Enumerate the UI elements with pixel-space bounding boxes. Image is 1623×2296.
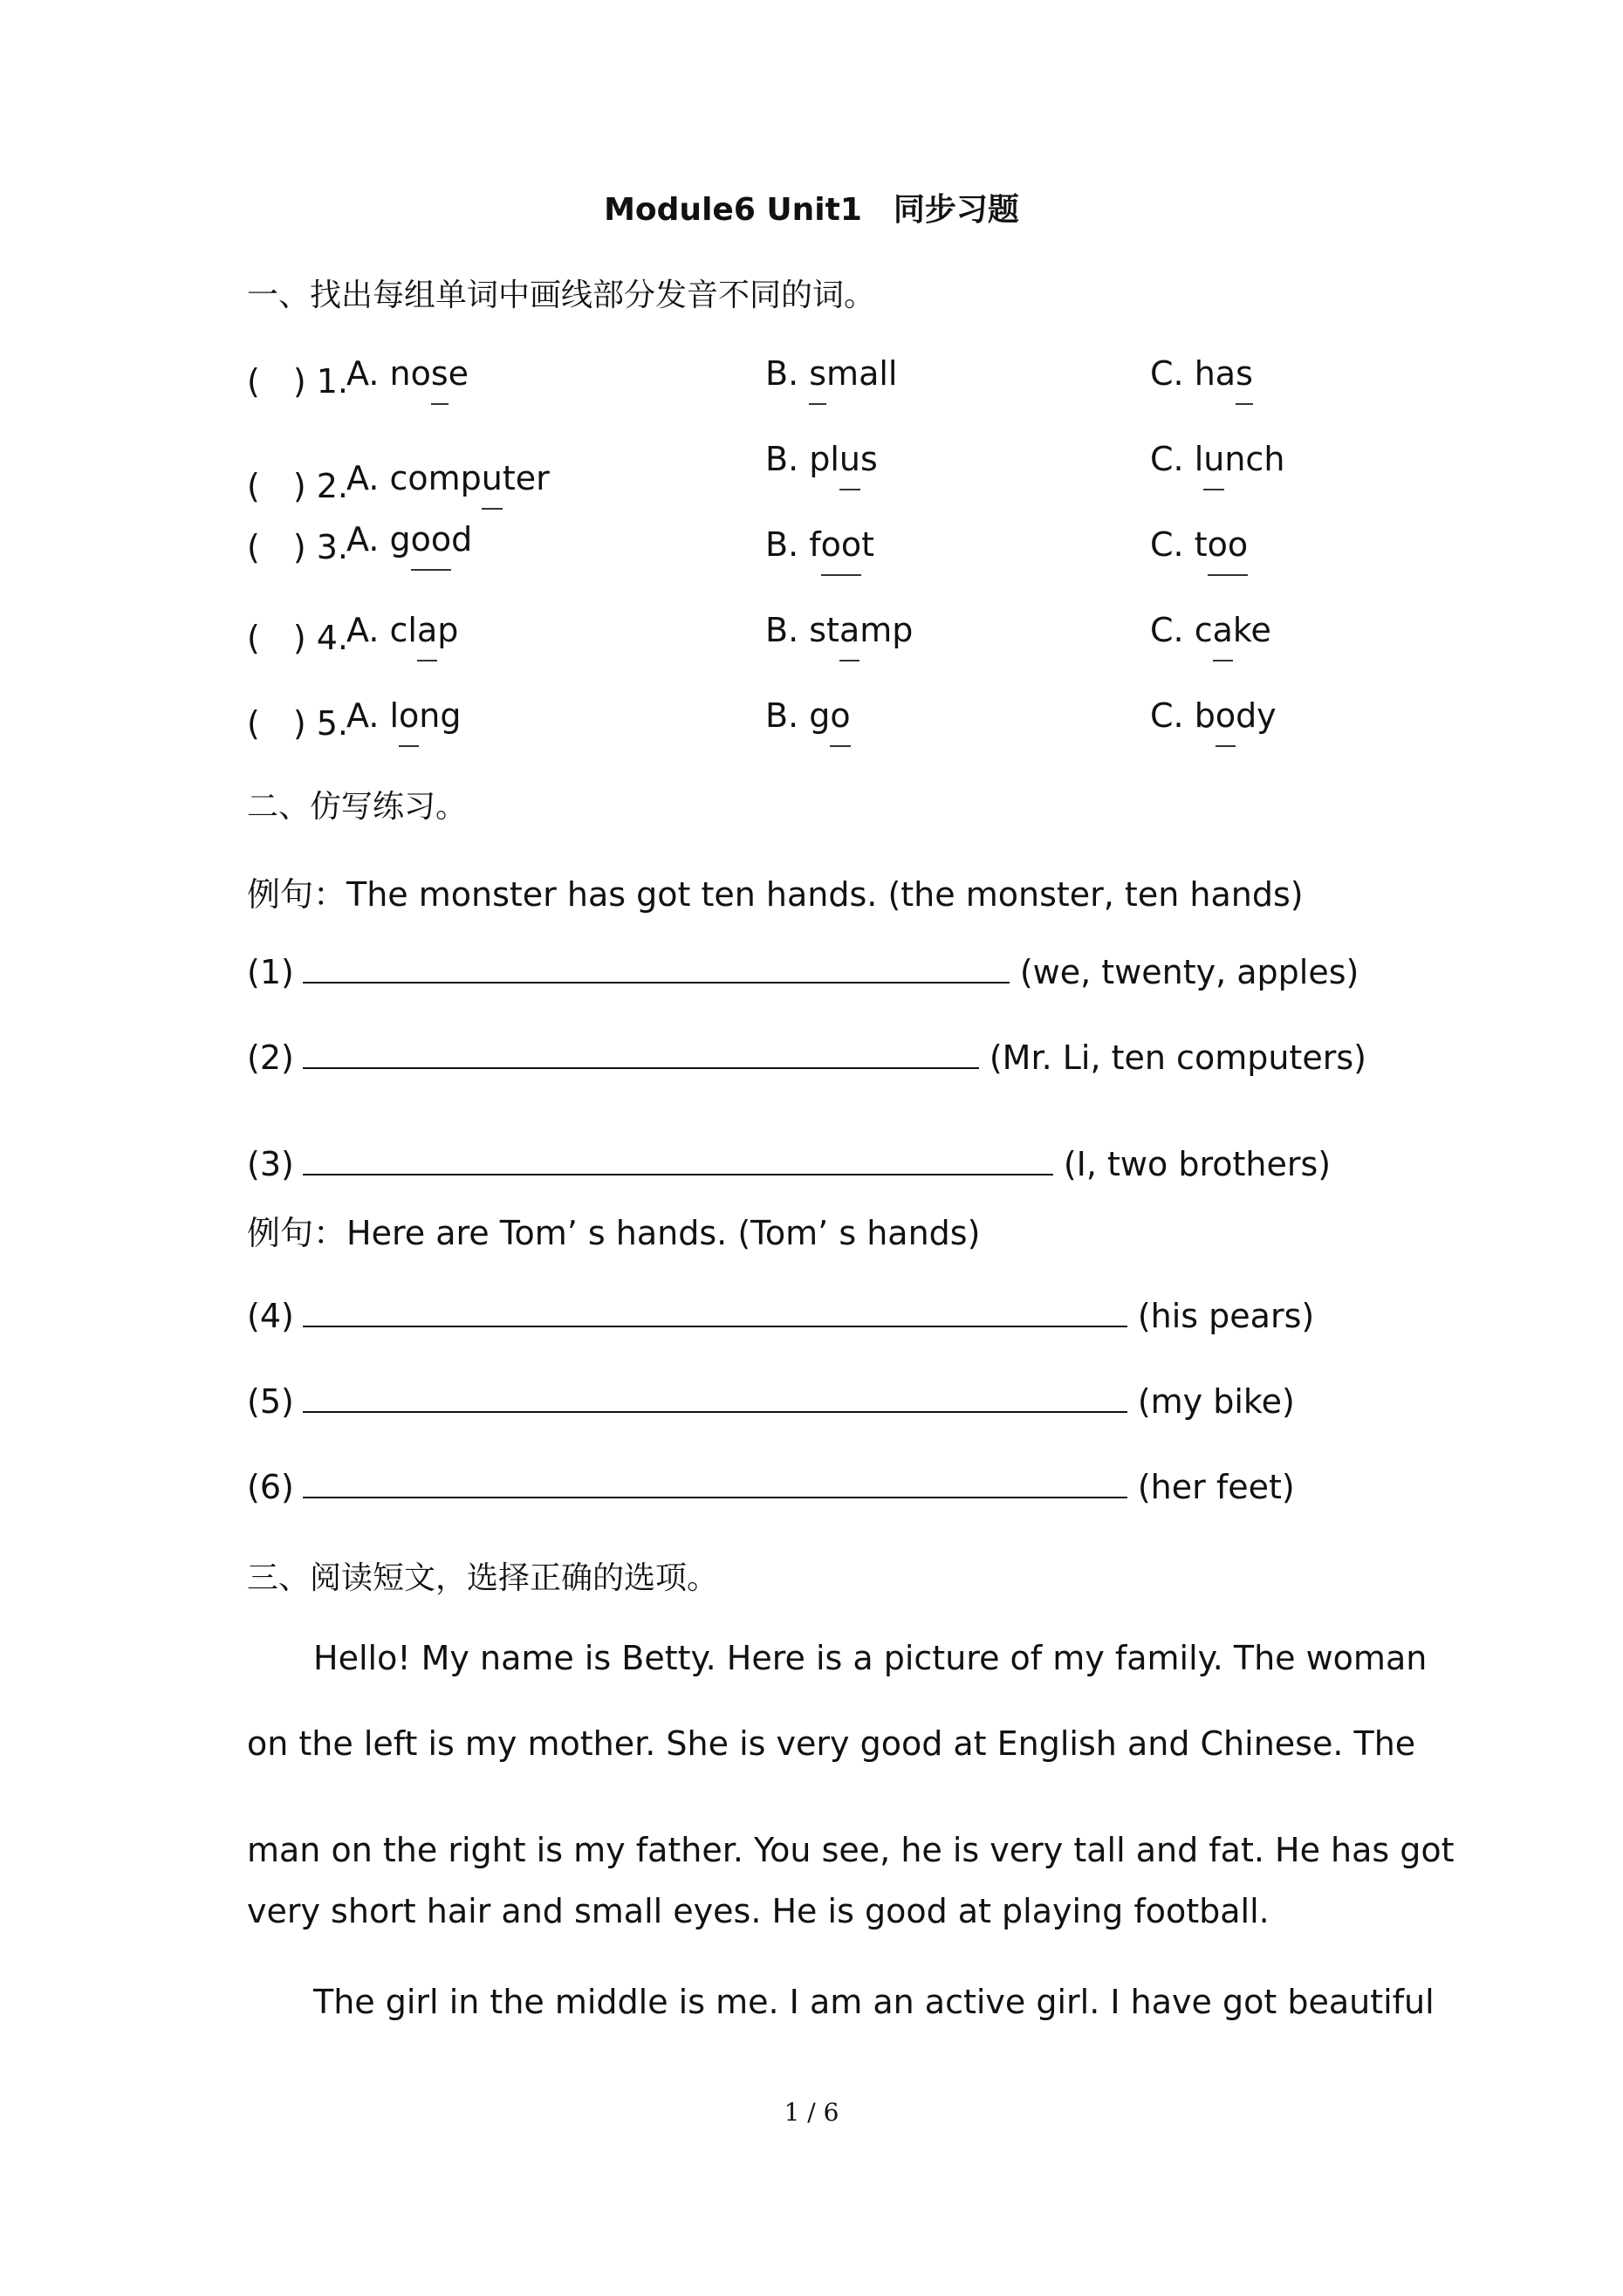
- underlined-letters: o: [399, 696, 420, 735]
- option-c: C. lunch: [1150, 440, 1285, 478]
- example-sentence-2: 例句：Here are Tom’ s hands. (Tom’ s hands): [247, 1214, 981, 1252]
- answer-blank[interactable]: [303, 1322, 1127, 1327]
- underlined-letters: s: [1236, 354, 1253, 393]
- writing-item-6: (6) (her feet): [247, 1468, 1295, 1506]
- option-a: A. long: [346, 696, 462, 735]
- underlined-letters: u: [839, 440, 860, 478]
- passage-line-5: The girl in the middle is me. I am an active girl. I have got beautiful: [313, 1983, 1435, 2021]
- passage-line-3: man on the right is my father. You see, he is very tall and fat. He has got: [247, 1831, 1455, 1869]
- writing-item-2: (2) (Mr. Li, ten computers): [247, 1038, 1366, 1077]
- example-sentence-1: 例句：The monster has got ten hands. (the monster, ten hands): [247, 875, 1304, 914]
- underlined-letters: u: [481, 459, 503, 497]
- underlined-letters: a: [839, 611, 860, 649]
- section3-heading: 三、阅读短文，选择正确的选项。: [247, 1560, 719, 1596]
- option-b: B. foot: [765, 525, 875, 564]
- underlined-letters: s: [430, 354, 449, 393]
- option-b: B. go: [765, 696, 851, 735]
- underlined-letters: o: [1215, 696, 1236, 735]
- question-number: ( ) 3.: [247, 528, 348, 566]
- writing-item-5: (5) (my bike): [247, 1382, 1295, 1421]
- underlined-letters: oo: [410, 520, 452, 559]
- option-b: B. stamp: [765, 611, 914, 649]
- underlined-letters: a: [416, 611, 438, 649]
- underlined-letters: oo: [1207, 525, 1249, 564]
- passage-line-4: very short hair and small eyes. He is good at playing football.: [247, 1892, 1270, 1930]
- page-number: 1 / 6: [784, 2098, 839, 2127]
- writing-item-1: (1) (we, twenty, apples): [247, 953, 1359, 991]
- question-number: ( ) 4.: [247, 619, 348, 657]
- passage-line-2: on the left is my mother. She is very good at English and Chinese. The: [247, 1724, 1416, 1763]
- question-number: ( ) 1.: [247, 362, 348, 401]
- option-b: B. plus: [765, 440, 878, 478]
- page-title: Module6 Unit1 同步习题: [604, 192, 1019, 228]
- question-number: ( ) 5.: [247, 704, 348, 743]
- section1-heading: 一、找出每组单词中画线部分发音不同的词。: [247, 278, 876, 313]
- underlined-letters: o: [830, 696, 851, 735]
- answer-blank[interactable]: [303, 1170, 1053, 1175]
- option-a: A. computer: [346, 459, 550, 497]
- answer-blank[interactable]: [303, 1493, 1127, 1498]
- option-c: C. too: [1150, 525, 1249, 564]
- option-b: B. small: [765, 354, 898, 393]
- option-c: C. body: [1150, 696, 1277, 735]
- option-a: A. clap: [346, 611, 459, 649]
- answer-blank[interactable]: [303, 1064, 979, 1069]
- writing-item-3: (3) (I, two brothers): [247, 1145, 1332, 1183]
- option-a: A. nose: [346, 354, 469, 393]
- writing-item-4: (4) (his pears): [247, 1297, 1315, 1335]
- passage-line-1: Hello! My name is Betty. Here is a picture of my family. The woman: [313, 1639, 1428, 1677]
- option-c: C. cake: [1150, 611, 1271, 649]
- question-number: ( ) 2.: [247, 467, 348, 505]
- option-c: C. has: [1150, 354, 1253, 393]
- answer-blank[interactable]: [303, 978, 1010, 984]
- underlined-letters: s: [809, 354, 827, 393]
- underlined-letters: a: [1212, 611, 1233, 649]
- underlined-letters: oo: [820, 525, 862, 564]
- option-a: A. good: [346, 520, 473, 559]
- underlined-letters: u: [1203, 440, 1225, 478]
- section2-heading: 二、仿写练习。: [247, 789, 468, 825]
- answer-blank[interactable]: [303, 1408, 1127, 1413]
